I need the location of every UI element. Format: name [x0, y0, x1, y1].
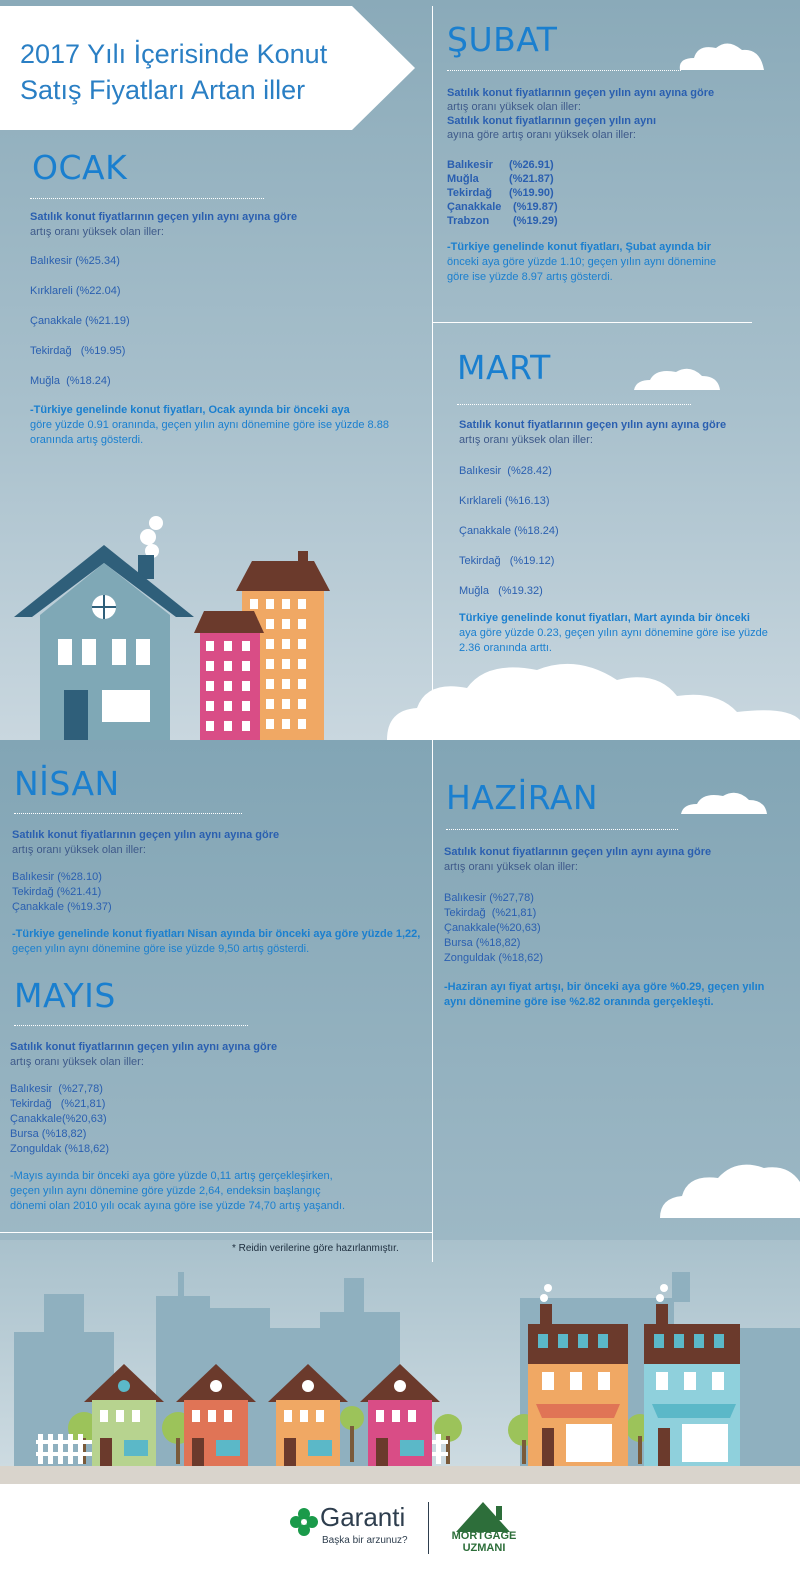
list-item: Kırklareli (%22.04)	[30, 285, 121, 297]
divider-vertical-footnote	[432, 1232, 433, 1262]
cloud-large-icon	[660, 1158, 800, 1218]
heading-haziran: HAZİRAN	[446, 778, 599, 817]
list-item-city: Balıkesir	[447, 159, 493, 171]
city-skyline-illustration	[0, 1268, 800, 1468]
mayis-note-line-2: geçen yılın aynı dönemine göre yüzde 2,64, endeksin başlangıç	[10, 1185, 321, 1197]
list-item: Çanakkale (%21.19)	[30, 315, 130, 327]
list-item: Balıkesir (%28.42)	[459, 465, 552, 477]
mortgage-uzmani-logo	[444, 1530, 524, 1554]
list-item: Tekirdağ (%21.41)	[12, 886, 102, 898]
list-item-rate: (%19.29)	[513, 215, 558, 227]
garanti-slogan: Başka bir arzunuz?	[322, 1535, 408, 1546]
mart-note-line-3: 2.36 oranında arttı.	[459, 642, 552, 654]
list-item: Zonguldak (%18,62)	[444, 952, 544, 964]
haziran-lead-line-2: artış oranı yüksek olan iller:	[444, 861, 578, 873]
footer-divider	[428, 1502, 429, 1554]
ocak-lead	[30, 210, 420, 240]
section-nisan	[12, 828, 427, 957]
nisan-note-line-1: -Türkiye genelinde konut fiyatları Nisan ayında bir önceki aya göre yüzde 1,22,	[12, 928, 421, 940]
mayis-note-line-1: -Mayıs ayında bir önceki aya göre yüzde 0,11 artış gerçekleşirken,	[10, 1170, 333, 1182]
mayis-note	[10, 1169, 425, 1214]
divider-vertical-top	[432, 6, 433, 736]
nisan-lead-line-2: artış oranı yüksek olan iller:	[12, 844, 146, 856]
section-ocak	[30, 210, 420, 448]
subat-note	[447, 240, 787, 285]
subat-note-line-3: göre ise yüzde 8.97 artış gösterdi.	[447, 271, 613, 283]
heading-mayis: MAYIS	[14, 976, 116, 1015]
dotted-divider	[447, 70, 681, 71]
divider-horizontal-subat	[432, 322, 752, 323]
page-title-line-2: Satış Fiyatları Artan iller	[20, 75, 306, 105]
mart-lead-line-2: artış oranı yüksek olan iller:	[459, 434, 593, 446]
list-item: Muğla (%18.24)	[30, 375, 111, 387]
list-item: Tekirdağ (%21,81)	[10, 1098, 106, 1110]
ocak-lead-line-2: artış oranı yüksek olan iller:	[30, 226, 164, 238]
list-item	[447, 200, 787, 214]
subat-lead-line-2: artış oranı yüksek olan iller:	[447, 101, 581, 113]
list-item: Bursa (%18,82)	[444, 937, 521, 949]
divider-vertical-bottom	[432, 740, 433, 1240]
ground-strip	[0, 1466, 800, 1484]
subat-list	[447, 158, 787, 228]
dotted-divider	[14, 813, 242, 814]
list-item: Balıkesir (%28.10)	[12, 871, 102, 883]
garanti-logo-text: Garanti	[320, 1502, 406, 1532]
footer	[0, 1484, 800, 1572]
list-item: Çanakkale(%20,63)	[10, 1113, 107, 1125]
heading-mart: MART	[457, 348, 551, 387]
list-item: Balıkesir (%27,78)	[444, 892, 534, 904]
list-item: Balıkesir (%27,78)	[10, 1083, 103, 1095]
heading-ocak: OCAK	[32, 148, 128, 187]
list-item: Çanakkale (%19.37)	[12, 901, 112, 913]
heading-subat: ŞUBAT	[447, 20, 558, 59]
list-item-rate: (%19.90)	[509, 187, 554, 199]
mayis-note-line-3: dönemi olan 2010 yılı ocak ayına göre ise yüzde 74,70 artış yaşandı.	[10, 1200, 346, 1212]
nisan-lead	[12, 828, 427, 858]
list-item	[447, 172, 787, 186]
list-item: Tekirdağ (%21,81)	[444, 907, 537, 919]
source-footnote: * Reidin verilerine göre hazırlanmıştır.	[232, 1243, 399, 1254]
list-item-city: Tekirdağ	[447, 187, 493, 199]
mart-note-line-2: aya göre yüzde 0.23, geçen yılın aynı dönemine göre ise yüzde	[459, 627, 768, 639]
mart-note-line-1: Türkiye genelinde konut fiyatları, Mart ayında bir önceki	[459, 612, 750, 624]
subat-lead-line-4: ayına göre artış oranı yüksek olan iller:	[447, 129, 636, 141]
list-item: Çanakkale (%18.24)	[459, 525, 559, 537]
smoke-icon	[140, 516, 163, 558]
nisan-lead-line-1: Satılık konut fiyatlarının geçen yılın aynı ayına göre	[12, 829, 280, 841]
ocak-lead-line-1: Satılık konut fiyatlarının geçen yılın aynı ayına göre	[30, 211, 298, 223]
subat-lead	[447, 86, 787, 142]
dotted-divider	[14, 1025, 248, 1026]
townhouse-blue	[644, 1284, 740, 1466]
list-item-rate: (%26.91)	[509, 159, 554, 171]
list-item: Bursa (%18,82)	[10, 1128, 87, 1140]
mortgage-house-icon	[452, 1498, 514, 1532]
ocak-note-line-1: -Türkiye genelinde konut fiyatları, Ocak ayında bir önceki aya	[30, 404, 350, 416]
cloud-icon	[632, 366, 722, 392]
list-item: Zonguldak (%18,62)	[10, 1143, 110, 1155]
houses-illustration	[0, 515, 340, 740]
nisan-note-line-2: geçen yılın aynı dönemine göre ise yüzde 9,50 artış gösterdi.	[12, 943, 310, 955]
subat-lead-line-3: Satılık konut fiyatlarının geçen yılın aynı	[447, 115, 657, 127]
page-title-line-1: 2017 Yılı İçerisinde Konut	[20, 39, 328, 69]
mortgage-logo-line-1: MORTGAGE	[451, 1530, 517, 1542]
dotted-divider	[30, 198, 264, 199]
list-item	[447, 186, 787, 200]
subat-note-line-1: -Türkiye genelinde konut fiyatları, Şubat ayında bir	[447, 241, 712, 253]
list-item: Balıkesir (%25.34)	[30, 255, 120, 267]
mortgage-logo-line-2: UZMANI	[462, 1542, 506, 1554]
list-item: Kırklareli (%16.13)	[459, 495, 550, 507]
list-item	[447, 214, 787, 228]
section-mayis	[10, 1040, 425, 1214]
divider-horizontal-mayis	[0, 1232, 433, 1233]
list-item: Tekirdağ (%19.12)	[459, 555, 555, 567]
list-item-rate: (%19.87)	[513, 201, 558, 213]
mart-note	[459, 611, 794, 656]
page-title	[20, 36, 380, 108]
title-banner	[0, 6, 415, 130]
haziran-note-line-2: aynı dönemine göre ise %2.82 oranında gerçekleşti.	[444, 996, 714, 1008]
haziran-note-line-1: -Haziran ayı fiyat artışı, bir önceki aya göre %0.29, geçen yılın	[444, 981, 765, 993]
list-item-rate: (%21.87)	[509, 173, 554, 185]
haziran-lead-line-1: Satılık konut fiyatlarının geçen yılın aynı ayına göre	[444, 846, 712, 858]
section-haziran	[444, 845, 789, 1010]
ocak-note-line-3: oranında artış gösterdi.	[30, 434, 144, 446]
haziran-lead	[444, 845, 789, 875]
dotted-divider	[457, 404, 691, 405]
heading-nisan: NİSAN	[14, 764, 120, 803]
list-item-city: Muğla	[447, 173, 479, 185]
nisan-list	[12, 870, 427, 915]
cloud-icon	[679, 790, 769, 816]
haziran-note	[444, 980, 789, 1010]
list-item-city: Çanakkale	[447, 201, 502, 213]
list-item: Tekirdağ (%19.95)	[30, 345, 126, 357]
subat-lead-line-1: Satılık konut fiyatlarının geçen yılın aynı ayına göre	[447, 87, 715, 99]
list-item-city: Trabzon	[447, 215, 490, 227]
mayis-list	[10, 1082, 425, 1157]
mayis-lead-line-2: artış oranı yüksek olan iller:	[10, 1056, 144, 1068]
subat-note-line-2: önceki aya göre yüzde 1.10; geçen yılın aynı dönemine	[447, 256, 717, 268]
ocak-note	[30, 403, 420, 448]
section-subat	[447, 86, 787, 285]
mart-lead-line-1: Satılık konut fiyatlarının geçen yılın aynı ayına göre	[459, 419, 727, 431]
mayis-lead	[10, 1040, 425, 1070]
haziran-list	[444, 891, 789, 966]
mayis-lead-line-1: Satılık konut fiyatlarının geçen yılın aynı ayına göre	[10, 1041, 278, 1053]
cloud-large-icon	[387, 660, 800, 740]
garanti-clover-icon	[288, 1506, 320, 1538]
list-item: Çanakkale(%20,63)	[444, 922, 541, 934]
cloud-icon	[676, 40, 768, 72]
ocak-note-line-2: göre yüzde 0.91 oranında, geçen yılın aynı dönemine göre ise yüzde 8.88	[30, 419, 389, 431]
section-mart	[459, 418, 794, 656]
nisan-note	[12, 927, 427, 957]
mart-lead	[459, 418, 794, 448]
dotted-divider	[446, 829, 678, 830]
list-item	[447, 158, 787, 172]
list-item: Muğla (%19.32)	[459, 585, 543, 597]
